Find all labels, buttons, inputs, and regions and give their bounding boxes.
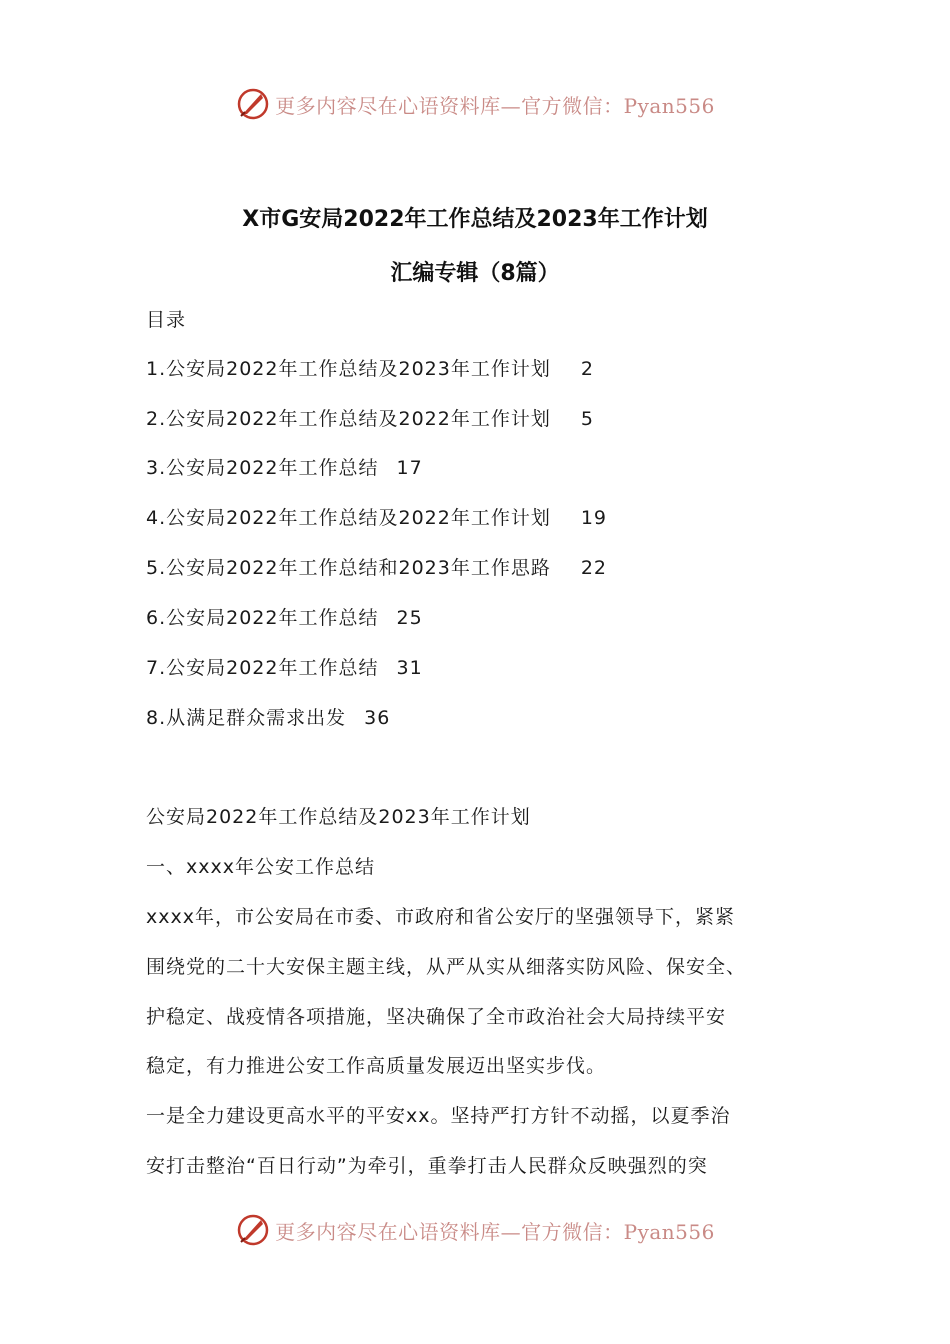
paragraph-line: 稳定，有力推进公安工作高质量发展迈出坚实步伐。 bbox=[146, 1055, 607, 1077]
quill-logo-icon bbox=[235, 1212, 271, 1248]
subsection-heading: 一、xxxx年公安工作总结 bbox=[146, 856, 375, 878]
footer-watermark bbox=[0, 1210, 950, 1250]
toc-item-page: 31 bbox=[396, 657, 423, 679]
toc-item[interactable] bbox=[146, 653, 846, 683]
toc-item-label: 8.从满足群众需求出发 bbox=[146, 707, 347, 729]
header-watermark bbox=[0, 84, 950, 124]
toc-item-label: 6.公安局2022年工作总结 bbox=[146, 607, 379, 629]
paragraph-line: 一是全力建设更高水平的平安xx。坚持严打方针不动摇，以夏季治 bbox=[146, 1105, 731, 1127]
toc-item[interactable] bbox=[146, 453, 846, 483]
toc-item[interactable] bbox=[146, 703, 846, 733]
toc-item[interactable] bbox=[146, 553, 846, 583]
section-title: 公安局2022年工作总结及2023年工作计划 bbox=[146, 806, 531, 828]
paragraph-line: xxxx年，市公安局在市委、市政府和省公安厅的坚强领导下，紧紧 bbox=[146, 906, 735, 928]
toc-item-page: 19 bbox=[580, 507, 608, 529]
watermark-text: 更多内容尽在心语资料库—官方微信：Pyan556 bbox=[275, 93, 715, 118]
toc-item-page: 2 bbox=[580, 358, 594, 380]
watermark-text: 更多内容尽在心语资料库—官方微信：Pyan556 bbox=[275, 1219, 715, 1244]
toc-item[interactable] bbox=[146, 603, 846, 633]
toc-item-label: 5.公安局2022年工作总结和2023年工作思路 bbox=[146, 557, 551, 579]
toc-item-label: 1.公安局2022年工作总结及2023年工作计划 bbox=[146, 358, 551, 380]
paragraph-line: 安打击整治“百日行动”为牵引，重拳打击人民群众反映强烈的突 bbox=[146, 1155, 708, 1177]
toc-item-label: 3.公安局2022年工作总结 bbox=[146, 457, 379, 479]
toc-item-page: 25 bbox=[396, 607, 423, 629]
toc-item[interactable] bbox=[146, 404, 846, 434]
toc-heading: 目录 bbox=[146, 309, 187, 331]
toc-item-label: 4.公安局2022年工作总结及2022年工作计划 bbox=[146, 507, 551, 529]
toc-item-page: 22 bbox=[580, 557, 608, 579]
paragraph-line: 围绕党的二十大安保主题主线，从严从实从细落实防风险、保安全、 bbox=[146, 956, 747, 978]
toc-item-page: 17 bbox=[396, 457, 423, 479]
toc-item-page: 5 bbox=[580, 408, 594, 430]
toc-item[interactable] bbox=[146, 354, 846, 384]
quill-logo-icon bbox=[235, 86, 271, 122]
doc-title-line1: X市G安局2022年工作总结及2023年工作计划 bbox=[242, 207, 708, 232]
toc-item-label: 7.公安局2022年工作总结 bbox=[146, 657, 379, 679]
toc-item-page: 36 bbox=[364, 707, 391, 729]
paragraph-line: 护稳定、战疫情各项措施，坚决确保了全市政治社会大局持续平安 bbox=[146, 1006, 727, 1028]
doc-title-line2: 汇编专辑（8篇） bbox=[390, 261, 560, 286]
toc-item[interactable] bbox=[146, 503, 846, 533]
toc-item-label: 2.公安局2022年工作总结及2022年工作计划 bbox=[146, 408, 551, 430]
